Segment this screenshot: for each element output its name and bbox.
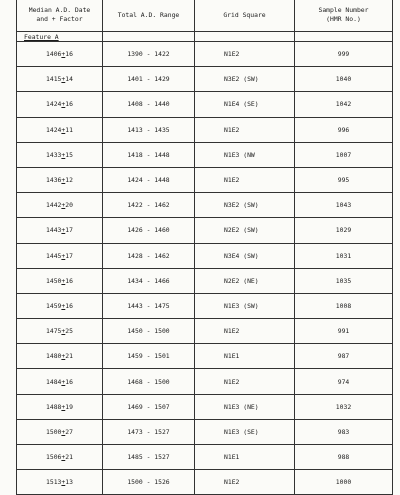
plus-minus-sign: +	[61, 402, 66, 411]
plus-minus-sign: +	[61, 75, 66, 84]
date-factor: 16	[65, 50, 73, 59]
range-cell: 1485 - 1527	[103, 445, 195, 470]
table-row	[17, 293, 393, 318]
grid-square-cell: N1E2	[195, 42, 295, 67]
table-row	[17, 369, 393, 394]
table-row	[17, 92, 393, 117]
table-row	[17, 42, 393, 67]
date-factor: 15	[65, 150, 73, 159]
plus-minus-sign: +	[61, 352, 66, 361]
date-factor: 16	[65, 377, 73, 386]
grid-square-cell: N1E3 (NE)	[195, 394, 295, 419]
feature-label: Feature A	[24, 33, 59, 41]
sample-number-cell: 1029	[295, 218, 393, 243]
feature-label-cell	[17, 32, 103, 42]
plus-minus-sign: +	[61, 427, 66, 436]
table-row	[17, 67, 393, 92]
sample-number-cell: 1031	[295, 243, 393, 268]
plus-minus-sign: +	[61, 301, 66, 310]
median-date: 1459	[46, 301, 62, 310]
sample-number-cell: 1042	[295, 92, 393, 117]
table-row	[17, 419, 393, 444]
range-cell: 1434 - 1466	[103, 268, 195, 293]
sample-number-cell: 987	[295, 344, 393, 369]
median-date-cell	[17, 445, 103, 470]
median-date: 1406	[46, 50, 62, 59]
table-row	[17, 117, 393, 142]
table-row	[17, 394, 393, 419]
sample-number-cell: 1040	[295, 67, 393, 92]
table-row	[17, 268, 393, 293]
sample-number-cell: 996	[295, 117, 393, 142]
plus-minus-sign: +	[61, 100, 66, 109]
grid-square-cell: N3E2 (SW)	[195, 193, 295, 218]
date-factor: 11	[65, 125, 73, 134]
grid-square-cell: N1E2	[195, 319, 295, 344]
date-factor: 14	[65, 75, 73, 84]
plus-minus-sign: +	[61, 226, 66, 235]
median-date-cell	[17, 394, 103, 419]
grid-square-cell: N2E2 (SW)	[195, 218, 295, 243]
plus-minus-sign: +	[61, 453, 66, 462]
grid-square-cell: N1E2	[195, 167, 295, 192]
range-cell: 1418 - 1448	[103, 142, 195, 167]
median-date-cell	[17, 369, 103, 394]
median-date: 1415	[46, 75, 62, 84]
range-cell: 1390 - 1422	[103, 42, 195, 67]
median-date: 1445	[46, 251, 62, 260]
grid-square-cell: N1E3 (NW	[195, 142, 295, 167]
date-factor: 17	[65, 251, 73, 260]
plus-minus-sign: +	[61, 327, 66, 336]
plus-minus-sign: +	[61, 176, 66, 185]
median-date-cell	[17, 193, 103, 218]
table-row	[17, 193, 393, 218]
median-date: 1443	[46, 226, 62, 235]
range-cell: 1424 - 1448	[103, 167, 195, 192]
plus-minus-sign: +	[61, 150, 66, 159]
grid-square-cell: N1E2	[195, 117, 295, 142]
sample-number-cell: 1035	[295, 268, 393, 293]
range-cell: 1426 - 1460	[103, 218, 195, 243]
date-factor: 21	[65, 352, 73, 361]
date-factor: 12	[65, 176, 73, 185]
table-row	[17, 319, 393, 344]
table-row	[17, 344, 393, 369]
plus-minus-sign: +	[61, 276, 66, 285]
date-factor: 13	[65, 478, 73, 487]
date-factor: 16	[65, 100, 73, 109]
median-date-cell	[17, 268, 103, 293]
range-cell: 1408 - 1440	[103, 92, 195, 117]
date-factor: 25	[65, 327, 73, 336]
median-date-cell	[17, 470, 103, 495]
grid-square-cell: N1E1	[195, 445, 295, 470]
median-date: 1480	[46, 352, 62, 361]
median-date: 1488	[46, 402, 62, 411]
range-cell: 1459 - 1501	[103, 344, 195, 369]
header-range: Total A.D. Range	[103, 0, 195, 32]
median-date: 1475	[46, 327, 62, 336]
date-factor: 27	[65, 427, 73, 436]
radiocarbon-dates-table	[16, 0, 393, 495]
range-cell: 1473 - 1527	[103, 419, 195, 444]
sample-number-cell: 988	[295, 445, 393, 470]
median-date-cell	[17, 42, 103, 67]
plus-minus-sign: +	[61, 478, 66, 487]
table-row	[17, 445, 393, 470]
feature-row	[17, 32, 393, 42]
median-date: 1500	[46, 427, 62, 436]
median-date-cell	[17, 319, 103, 344]
grid-square-cell: N1E2	[195, 369, 295, 394]
table-row	[17, 218, 393, 243]
median-date-cell	[17, 117, 103, 142]
date-factor: 16	[65, 301, 73, 310]
sample-number-cell: 974	[295, 369, 393, 394]
grid-square-cell: N1E4 (SE)	[195, 92, 295, 117]
grid-square-cell: N1E3 (SW)	[195, 293, 295, 318]
median-date-cell	[17, 419, 103, 444]
date-factor: 21	[65, 453, 73, 462]
grid-square-cell: N2E2 (NE)	[195, 268, 295, 293]
plus-minus-sign: +	[61, 50, 66, 59]
grid-square-cell: N1E2	[195, 470, 295, 495]
median-date-cell	[17, 243, 103, 268]
empty-cell	[295, 32, 393, 42]
sample-number-cell: 991	[295, 319, 393, 344]
range-cell: 1443 - 1475	[103, 293, 195, 318]
median-date: 1424	[46, 125, 62, 134]
sample-number-cell: 1008	[295, 293, 393, 318]
range-cell: 1413 - 1435	[103, 117, 195, 142]
median-date-cell	[17, 167, 103, 192]
table-row	[17, 142, 393, 167]
grid-square-cell: N1E3 (SE)	[195, 419, 295, 444]
date-factor: 20	[65, 201, 73, 210]
median-date: 1424	[46, 100, 62, 109]
sample-number-cell: 1043	[295, 193, 393, 218]
grid-square-cell: N3E4 (SW)	[195, 243, 295, 268]
median-date-cell	[17, 67, 103, 92]
sample-number-cell: 1007	[295, 142, 393, 167]
range-cell: 1500 - 1526	[103, 470, 195, 495]
plus-minus-sign: +	[61, 377, 66, 386]
header-median-date: Median A.D. Date and + Factor	[17, 0, 103, 32]
median-date: 1506	[46, 453, 62, 462]
date-factor: 16	[65, 276, 73, 285]
empty-cell	[195, 32, 295, 42]
median-date-cell	[17, 142, 103, 167]
median-date: 1484	[46, 377, 62, 386]
date-factor: 17	[65, 226, 73, 235]
range-cell: 1401 - 1429	[103, 67, 195, 92]
range-cell: 1468 - 1500	[103, 369, 195, 394]
grid-square-cell: N1E1	[195, 344, 295, 369]
sample-number-cell: 983	[295, 419, 393, 444]
plus-minus-sign: +	[61, 201, 66, 210]
header-sample-number: Sample Number (HMR No.)	[295, 0, 393, 32]
range-cell: 1422 - 1462	[103, 193, 195, 218]
table-row	[17, 167, 393, 192]
median-date-cell	[17, 293, 103, 318]
median-date-cell	[17, 344, 103, 369]
table-row	[17, 243, 393, 268]
sample-number-cell: 1032	[295, 394, 393, 419]
header-row	[17, 0, 393, 32]
header-grid-square: Grid Square	[195, 0, 295, 32]
sample-number-cell: 999	[295, 42, 393, 67]
empty-cell	[103, 32, 195, 42]
sample-number-cell: 995	[295, 167, 393, 192]
range-cell: 1469 - 1507	[103, 394, 195, 419]
range-cell: 1450 - 1500	[103, 319, 195, 344]
range-cell: 1428 - 1462	[103, 243, 195, 268]
median-date: 1513	[46, 478, 62, 487]
sample-number-cell: 1000	[295, 470, 393, 495]
median-date-cell	[17, 218, 103, 243]
date-factor: 19	[65, 402, 73, 411]
table-row	[17, 470, 393, 495]
plus-minus-sign: +	[61, 251, 66, 260]
median-date: 1433	[46, 150, 62, 159]
plus-minus-sign: +	[61, 125, 66, 134]
median-date: 1436	[46, 176, 62, 185]
median-date: 1450	[46, 276, 62, 285]
median-date-cell	[17, 92, 103, 117]
grid-square-cell: N3E2 (SW)	[195, 67, 295, 92]
median-date: 1442	[46, 201, 62, 210]
